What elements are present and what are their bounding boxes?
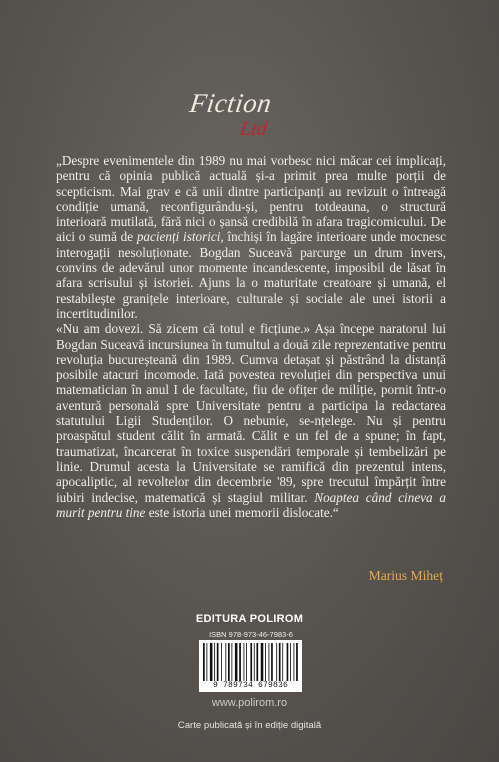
publisher-website: www.polirom.ro <box>211 697 288 709</box>
book-title-mention: Noaptea când cineva a murit pentru tine <box>56 489 446 520</box>
blurb-paragraph-2: «Nu am dovezi. Să zicem că totul e ficțiune.» Așa începe naratorul lui Bogdan Suceavă incursiunea în tumultul a două zile reprezentative pentru revoluția bucureșteană din 1989. Cumva detașat și păstrând la distanță posibile atacuri incomode. Iată povestea revoluției din perspectiva unui matematician în anul I de facultate, fiu de ofițer de miliție, pornit într-o aventură personală spre Universitate pentru a participa la redactarea statutului Ligii Studenților. O nebunie, se-nțelege. Nu și pentru proaspătul student călit în armată. Călit e un fel de a spune; în fapt, traumatizat, încarcerat în toxice suspendări temporale și tembelizări pe linie. Drumul acesta la Universitate se ramifică din prezentul intens, apocaliptic, al revoltelor din decembrie '89, spre trecutul împărțit între iubiri indecise, matematică și stagiul militar. Noaptea când cineva a murit pentru tine este istoria unei memorii dislocate.“ <box>56 321 446 520</box>
blurb-paragraph-1: „Despre evenimentele din 1989 nu mai vorbesc nici măcar cei implicați, pentru că opinia publică actuală și-a primit prea multe porții de scepticism. Mai grav e că unii dintre participanți au revizuit o întreagă condiție umană, reconfigurându-și, pentru totdeauna, o structură interioară mutilată, fără nici o șansă credibilă în afara tragicomicului. De aici o sumă de pacienți istorici, închiși în lagăre interioare unde mocnesc interogații nesoluționate. Bogdan Suceavă parcurge un drum invers, convins de adevărul unor momente incandescente, imposibil de lăsat în afara scrisului și istoriei. Ajuns la o maturitate creatoare și umană, el restabilește granițele interioare, culturale și sociale ale unei istorii a incertitudinilor. <box>56 153 446 321</box>
blurb-text <box>56 153 446 520</box>
barcode-digits: 9 789734 679836 <box>212 681 288 690</box>
publisher-name: EDITURA POLIROM <box>195 613 304 625</box>
fiction-ltd-logo <box>182 84 322 164</box>
logo-word-fiction: Fiction <box>187 88 274 118</box>
blurb-author: Marius Miheț <box>368 568 443 583</box>
isbn-label: ISBN 978-973-46-7983-6 <box>209 630 293 639</box>
barcode <box>199 640 302 692</box>
barcode-bars <box>203 643 298 681</box>
logo-word-ltd: Ltd <box>238 118 269 140</box>
digital-edition-note: Carte publicată și în ediție digitală <box>177 720 322 731</box>
